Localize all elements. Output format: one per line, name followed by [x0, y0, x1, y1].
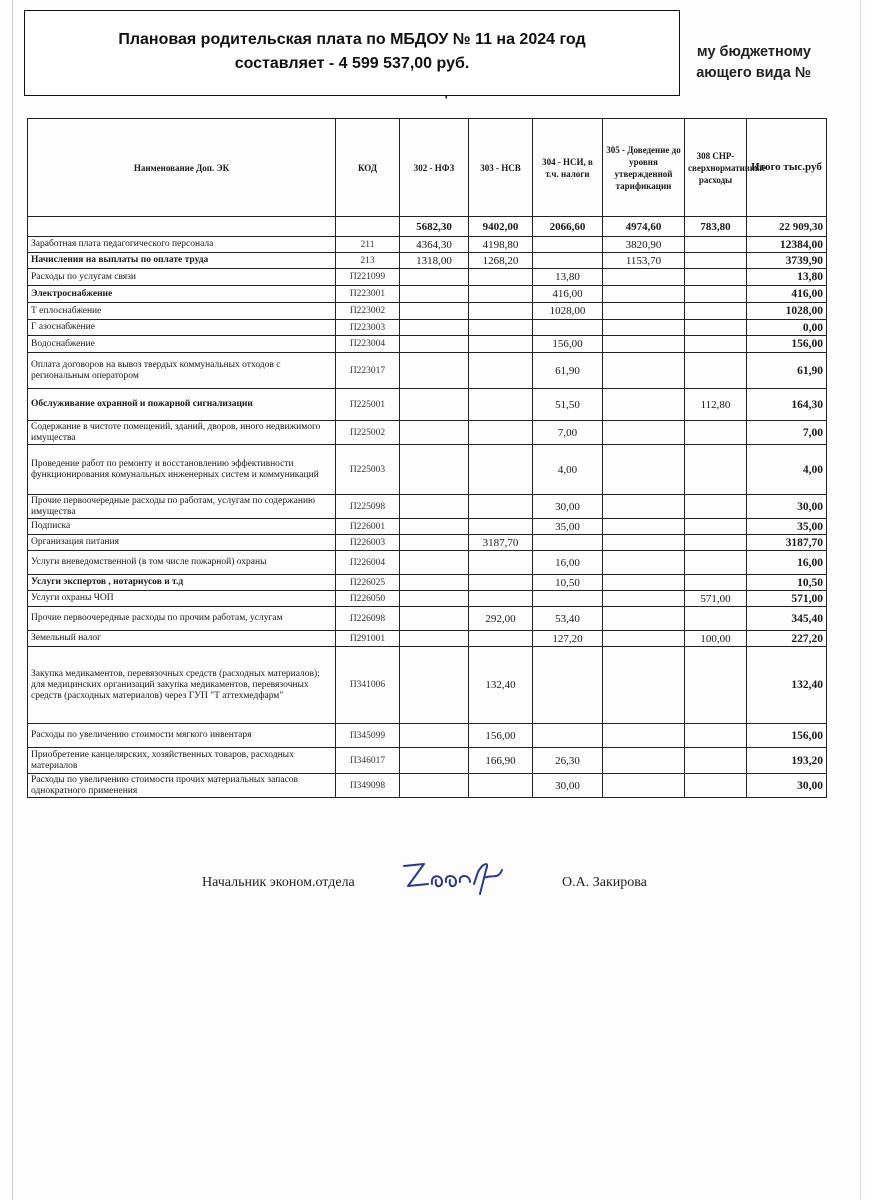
- row-name: Проведение работ по ремонту и восстановлению эффективности функционирования комунальных инженерных систем и коммуникаций: [28, 445, 336, 495]
- row-value-305: [603, 591, 685, 607]
- row-total: 3739,90: [747, 253, 827, 269]
- row-value-304: [533, 535, 603, 551]
- row-code: П225098: [336, 495, 400, 519]
- table-row: [28, 237, 827, 253]
- summary-row: [28, 217, 827, 237]
- table-row: [28, 647, 827, 724]
- scan-edge-left: [12, 0, 13, 1200]
- table-row: [28, 445, 827, 495]
- summary-code: [336, 217, 400, 237]
- row-value-308: [685, 336, 747, 353]
- row-value-303: 156,00: [469, 724, 533, 748]
- table-row: [28, 303, 827, 320]
- row-name: Услуги вневедомственной (в том числе пожарной) охраны: [28, 551, 336, 575]
- row-value-305: [603, 631, 685, 647]
- row-value-303: [469, 495, 533, 519]
- row-value-302: [400, 774, 469, 798]
- row-value-304: [533, 237, 603, 253]
- row-total: 416,00: [747, 286, 827, 303]
- row-name: Расходы по увеличению стоимости мягкого инвентаря: [28, 724, 336, 748]
- row-value-303: [469, 303, 533, 320]
- row-value-305: [603, 320, 685, 336]
- row-value-303: [469, 591, 533, 607]
- row-value-304: [533, 320, 603, 336]
- row-value-302: [400, 591, 469, 607]
- row-total: 571,00: [747, 591, 827, 607]
- background-header-line1: му бюджетному: [696, 44, 811, 60]
- row-total: 12384,00: [747, 237, 827, 253]
- row-value-304: [533, 647, 603, 724]
- row-name: Организация питания: [28, 535, 336, 551]
- row-value-304: 10,50: [533, 575, 603, 591]
- row-name: Электроснабжение: [28, 286, 336, 303]
- row-value-305: [603, 519, 685, 535]
- row-value-302: [400, 724, 469, 748]
- row-value-304: [533, 253, 603, 269]
- row-value-304: 1028,00: [533, 303, 603, 320]
- header-305: 305 - Доведение до уровня утвержденной тарификации: [603, 119, 685, 217]
- row-total: 13,80: [747, 269, 827, 286]
- row-value-302: [400, 748, 469, 774]
- row-value-302: [400, 286, 469, 303]
- row-total: 193,20: [747, 748, 827, 774]
- notice-line2: составляет - 4 599 537,00 руб.: [234, 55, 470, 72]
- row-value-303: [469, 551, 533, 575]
- row-total: 227,20: [747, 631, 827, 647]
- row-value-308: [685, 647, 747, 724]
- row-value-304: 416,00: [533, 286, 603, 303]
- summary-name: [28, 217, 336, 237]
- row-value-308: [685, 519, 747, 535]
- row-code: П226098: [336, 607, 400, 631]
- row-value-303: [469, 353, 533, 389]
- row-code: 213: [336, 253, 400, 269]
- expense-table: [27, 118, 827, 798]
- row-value-305: [603, 353, 685, 389]
- row-name: Расходы по увеличению стоимости прочих материальных запасов однократного применения: [28, 774, 336, 798]
- row-value-304: 4,00: [533, 445, 603, 495]
- row-code: П225002: [336, 421, 400, 445]
- row-value-308: [685, 535, 747, 551]
- row-name: Заработная плата педагогического персонала: [28, 237, 336, 253]
- row-value-302: [400, 269, 469, 286]
- row-value-305: [603, 336, 685, 353]
- row-name: Расходы по услугам связи: [28, 269, 336, 286]
- row-value-304: 61,90: [533, 353, 603, 389]
- row-value-308: [685, 748, 747, 774]
- row-value-305: [603, 575, 685, 591]
- table-row: [28, 535, 827, 551]
- row-name: Прочие первоочередные расходы по работам, услугам по содержанию имущества: [28, 495, 336, 519]
- row-value-304: 127,20: [533, 631, 603, 647]
- summary-308: 783,80: [685, 217, 747, 237]
- table-row: [28, 269, 827, 286]
- row-name: Г азоснабжение: [28, 320, 336, 336]
- row-value-308: [685, 724, 747, 748]
- row-total: 30,00: [747, 774, 827, 798]
- row-value-303: [469, 389, 533, 421]
- row-value-305: [603, 303, 685, 320]
- row-value-304: 53,40: [533, 607, 603, 631]
- table-row: [28, 631, 827, 647]
- row-name: Подписка: [28, 519, 336, 535]
- row-value-308: [685, 237, 747, 253]
- row-code: П226001: [336, 519, 400, 535]
- row-value-303: 292,00: [469, 607, 533, 631]
- table-header-row: [28, 119, 827, 217]
- header-code: КОД: [336, 119, 400, 217]
- row-name: Водоснабжение: [28, 336, 336, 353]
- row-total: 132,40: [747, 647, 827, 724]
- row-value-308: [685, 607, 747, 631]
- row-value-303: 166,90: [469, 748, 533, 774]
- row-code: П221099: [336, 269, 400, 286]
- row-total: 1028,00: [747, 303, 827, 320]
- row-value-303: 3187,70: [469, 535, 533, 551]
- row-value-302: [400, 551, 469, 575]
- row-value-305: [603, 286, 685, 303]
- table-row: [28, 519, 827, 535]
- row-code: П341006: [336, 647, 400, 724]
- row-value-305: [603, 535, 685, 551]
- row-code: П226003: [336, 535, 400, 551]
- parent-fee-notice: [24, 10, 680, 96]
- row-value-304: 7,00: [533, 421, 603, 445]
- table-row: [28, 336, 827, 353]
- row-value-308: 571,00: [685, 591, 747, 607]
- row-value-302: [400, 535, 469, 551]
- table-row: [28, 286, 827, 303]
- row-total: 16,00: [747, 551, 827, 575]
- row-value-302: [400, 336, 469, 353]
- row-value-302: [400, 445, 469, 495]
- row-value-303: [469, 575, 533, 591]
- row-value-303: [469, 631, 533, 647]
- row-value-303: [469, 421, 533, 445]
- row-value-303: 1268,20: [469, 253, 533, 269]
- row-code: П346017: [336, 748, 400, 774]
- handwritten-signature: [398, 850, 510, 903]
- row-value-305: [603, 607, 685, 631]
- row-name: Земельный налог: [28, 631, 336, 647]
- row-total: 156,00: [747, 724, 827, 748]
- header-304: 304 - НСИ, в т.ч. налоги: [533, 119, 603, 217]
- header-303: 303 - НСВ: [469, 119, 533, 217]
- row-value-302: 4364,30: [400, 237, 469, 253]
- table-row: [28, 551, 827, 575]
- row-code: П226004: [336, 551, 400, 575]
- table-row: [28, 421, 827, 445]
- row-name: Оплата договоров на вывоз твердых коммунальных отходов с региональным оператором: [28, 353, 336, 389]
- row-name: Обслуживание охранной и пожарной сигнализации: [28, 389, 336, 421]
- summary-304: 2066,60: [533, 217, 603, 237]
- row-value-304: 35,00: [533, 519, 603, 535]
- table-row: [28, 591, 827, 607]
- row-value-302: [400, 519, 469, 535]
- table-row: [28, 575, 827, 591]
- summary-305: 4974,60: [603, 217, 685, 237]
- row-total: 164,30: [747, 389, 827, 421]
- row-value-308: [685, 575, 747, 591]
- row-value-305: [603, 724, 685, 748]
- row-code: П223002: [336, 303, 400, 320]
- row-code: П225001: [336, 389, 400, 421]
- table-row: [28, 495, 827, 519]
- row-value-304: 30,00: [533, 774, 603, 798]
- row-total: 345,40: [747, 607, 827, 631]
- header-308: 308 СНР-сверхнормативные расходы: [685, 119, 747, 217]
- row-value-304: 13,80: [533, 269, 603, 286]
- row-total: 4,00: [747, 445, 827, 495]
- row-value-302: [400, 647, 469, 724]
- row-value-303: [469, 774, 533, 798]
- header-total: Итого тыс.руб: [747, 119, 827, 217]
- table-row: [28, 774, 827, 798]
- row-total: 35,00: [747, 519, 827, 535]
- row-name: Начисления на выплаты по оплате труда: [28, 253, 336, 269]
- row-total: 7,00: [747, 421, 827, 445]
- row-value-308: [685, 320, 747, 336]
- row-code: П226025: [336, 575, 400, 591]
- table-row: [28, 353, 827, 389]
- row-value-305: 1153,70: [603, 253, 685, 269]
- row-name: Т еплоснабжение: [28, 303, 336, 320]
- header-302: 302 - НФЗ: [400, 119, 469, 217]
- row-value-305: [603, 269, 685, 286]
- row-value-305: [603, 647, 685, 724]
- table-row: [28, 389, 827, 421]
- row-name: Содержание в чистоте помещений, зданий, дворов, иного недвижимого имущества: [28, 421, 336, 445]
- row-code: П223003: [336, 320, 400, 336]
- scan-edge-right: [860, 0, 861, 1200]
- row-value-308: [685, 495, 747, 519]
- row-value-303: 4198,80: [469, 237, 533, 253]
- row-value-308: [685, 445, 747, 495]
- row-total: 156,00: [747, 336, 827, 353]
- row-value-308: [685, 421, 747, 445]
- row-value-305: [603, 495, 685, 519]
- row-value-304: [533, 724, 603, 748]
- background-header-line2: ающего вида №: [696, 65, 811, 81]
- row-code: П349098: [336, 774, 400, 798]
- row-name: Приобретение канцелярских, хозяйственных товаров, расходных материалов: [28, 748, 336, 774]
- row-value-304: 26,30: [533, 748, 603, 774]
- row-value-302: [400, 575, 469, 591]
- row-value-303: [469, 286, 533, 303]
- row-value-302: [400, 320, 469, 336]
- row-value-304: [533, 591, 603, 607]
- row-value-308: [685, 286, 747, 303]
- signatory-name: О.А. Закирова: [562, 875, 647, 890]
- summary-302: 5682,30: [400, 217, 469, 237]
- row-value-303: [469, 445, 533, 495]
- row-value-303: [469, 336, 533, 353]
- row-value-303: [469, 269, 533, 286]
- row-value-305: 3820,90: [603, 237, 685, 253]
- summary-303: 9402,00: [469, 217, 533, 237]
- row-value-302: [400, 389, 469, 421]
- row-value-305: [603, 389, 685, 421]
- row-value-302: 1318,00: [400, 253, 469, 269]
- row-name: Прочие первоочередные расходы по прочим работам, услугам: [28, 607, 336, 631]
- row-name: Закупка медикаментов, перевязочных средств (расходных материалов); для медицинских организаций закупка медикаментов, перевязочных средств (расходных материалов) через ГУП "Т аттехмедфарм": [28, 647, 336, 724]
- row-code: П345099: [336, 724, 400, 748]
- header-name: Наименование Доп. ЭК: [28, 119, 336, 217]
- row-code: П225003: [336, 445, 400, 495]
- row-value-305: [603, 551, 685, 575]
- background-header: [696, 42, 811, 84]
- summary-total: 22 909,30: [747, 217, 827, 237]
- row-value-302: [400, 495, 469, 519]
- table-row: [28, 320, 827, 336]
- notice-line1: Плановая родительская плата по МБДОУ № 11 на 2024 год: [118, 31, 586, 48]
- row-value-304: 51,50: [533, 389, 603, 421]
- row-value-304: 30,00: [533, 495, 603, 519]
- row-code: П291001: [336, 631, 400, 647]
- table-row: [28, 607, 827, 631]
- row-name: Услуги охраны ЧОП: [28, 591, 336, 607]
- row-value-305: [603, 445, 685, 495]
- row-value-308: [685, 774, 747, 798]
- row-value-304: 156,00: [533, 336, 603, 353]
- row-code: П223001: [336, 286, 400, 303]
- row-value-302: [400, 353, 469, 389]
- row-code: П226050: [336, 591, 400, 607]
- row-value-303: [469, 320, 533, 336]
- row-value-308: [685, 303, 747, 320]
- row-value-305: [603, 774, 685, 798]
- row-total: 3187,70: [747, 535, 827, 551]
- row-value-308: 112,80: [685, 389, 747, 421]
- row-value-305: [603, 421, 685, 445]
- row-value-308: [685, 353, 747, 389]
- row-value-305: [603, 748, 685, 774]
- row-total: 61,90: [747, 353, 827, 389]
- row-total: 30,00: [747, 495, 827, 519]
- row-value-308: [685, 253, 747, 269]
- row-value-303: [469, 519, 533, 535]
- table-row: [28, 748, 827, 774]
- row-value-308: [685, 551, 747, 575]
- row-value-308: 100,00: [685, 631, 747, 647]
- row-code: П223017: [336, 353, 400, 389]
- row-total: 10,50: [747, 575, 827, 591]
- row-total: 0,00: [747, 320, 827, 336]
- row-name: Услуги экспертов , нотариусов и т.д: [28, 575, 336, 591]
- row-value-304: 16,00: [533, 551, 603, 575]
- row-value-308: [685, 269, 747, 286]
- table-row: [28, 724, 827, 748]
- row-code: П223004: [336, 336, 400, 353]
- row-value-303: 132,40: [469, 647, 533, 724]
- signatory-title: Начальник эконом.отдела: [202, 875, 355, 890]
- row-value-302: [400, 303, 469, 320]
- row-value-302: [400, 421, 469, 445]
- row-value-302: [400, 631, 469, 647]
- table-row: [28, 253, 827, 269]
- row-value-302: [400, 607, 469, 631]
- row-code: 211: [336, 237, 400, 253]
